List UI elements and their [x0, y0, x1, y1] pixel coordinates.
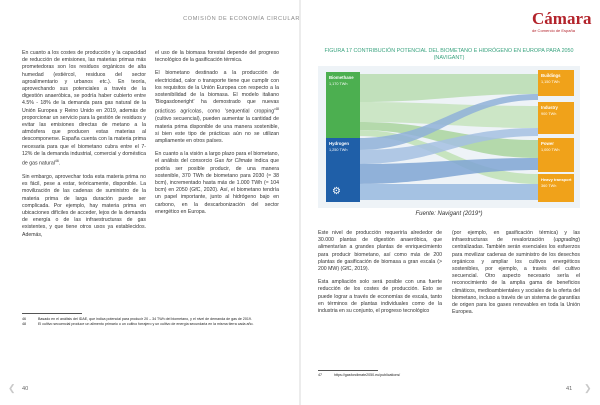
right-column-2 — [452, 230, 580, 322]
footnote-ref[interactable]: 48 — [275, 107, 279, 112]
page-number-right: 41 — [566, 386, 573, 392]
paragraph-text: En cuanto a los costes de producción y la capacidad de reducción de emisiones, las materias primas más prometedoras son los residuos orgánicos de alta humedad (estiércol, residuos del sector agroalimentario y urbanos etc.). En teoría, aprovechando sus potenciales a través de la digestión anaeróbica, se podría haber cubierto entre 4.5% - 18% de la demanda para gas natural de la Unión Europea y Reino Unido en 2019, además de proporcionar un servicio para la gestión de residuos y evitar las emisiones directas de metano a la atmósfera que producen estas materias al descomponerse. España cuenta con la materia prima necesaria para que el biometano cubra entre el 7-12% de la demanda industrial, comercial y doméstica de gas natural — [22, 50, 146, 167]
paragraph — [155, 151, 279, 216]
paragraph: En cuanto a los costes de producción y la capacidad de reducción de emisiones, las materias primas más prometedoras son los residuos orgánicos de alta humedad (estiércol, residuos del sector agroalimentario y urbanos etc.). En teoría, aprovechando sus potenciales a través de la digestión anaeróbica, se podría haber cubierto entre 4.5% - 18% de la demanda para gas natural de la Unión Europea y Reino Unido en 2019, además de proporcionar un servicio para la gestión de residuos y evitar las emisiones directas de metano a la atmósfera que producen estas materias al descomponerse. España cuenta con la materia prima necesaria para que el biometano cubra entre el 7-12% de la demanda industrial, comercial y doméstica de gas natural$^{46}$. — [22, 50, 146, 167]
node-label: Buildings — [541, 73, 561, 78]
node-label: Industry — [541, 105, 558, 110]
node-label: Heavy transport — [541, 177, 572, 182]
figure-caption: Fuente: Navigant (2019*) — [415, 211, 483, 217]
node-value: 1,000 TWh — [541, 148, 560, 152]
footnote-number: 46 — [22, 317, 26, 321]
sankey-figure — [318, 66, 580, 208]
footnote — [22, 322, 280, 327]
logo-word: Cámara — [532, 9, 592, 28]
emphasis: Gas for Climate — [214, 158, 253, 165]
node-label: Hydrogen — [329, 141, 350, 146]
node-value: 900 TWh — [541, 112, 557, 116]
paragraph-text: En cuanto a la visión a largo plazo para el biometano, el análisis del consorcio — [155, 151, 279, 165]
footnote-number: 47 — [318, 373, 322, 377]
footnote-divider — [22, 313, 82, 314]
footnote-number: 48 — [22, 322, 26, 326]
footnote-divider — [318, 370, 378, 371]
node-label: Power — [541, 141, 554, 146]
paragraph-text: ) centralizadas. También serán esenciales los esfuerzos para movilizar cadenas de suministro de los desechos orgánicos y ampliar los cultivos energéticos sostenibles, por ejemplo, a través del cultivo secuencial. Otro aspecto necesario sería el reconocimiento de la amplia gama de beneficios climáticos, medioambientales y sociales de la oferta del biometano, incluso a través de un sistema de garantías de origen para los gases renovables en toda la Unión Europea. — [452, 237, 580, 316]
node-value: 1,150 TWh — [541, 80, 560, 84]
left-column-1 — [22, 50, 146, 245]
paragraph: Este nivel de producción requeriría alrededor de 30.000 plantas de digestión anaeróbica, que alimentarían a grandes plantas de enriquecimiento para producir biometano, así como más de 200 plantas de gasificación de biomasa a gran escala (> 200 MW) (GfC, 2019). — [318, 230, 442, 273]
page-number-left: 40 — [22, 386, 29, 392]
left-column-2 — [155, 50, 279, 222]
prev-page-arrow-icon[interactable]: ❮ — [8, 383, 16, 393]
emphasis: upgrading — [555, 237, 579, 244]
paragraph-text: (por ejemplo, en gasificación térmica) y las infraestructuras de revalorización ( — [452, 230, 580, 244]
node-value: 1,170 TWh — [329, 82, 348, 86]
paragraph-text: El biometano destinado a la producción de electricidad, calor o transporte tiene que cumplir con los requisitos de la Unión Europea con respecto a la sostenibilidad de la biomasa. El modelo italiano 'Biogasdoneright' ha demostrado que nuevas prácticas agrícolas, como 'sequential cropping' — [155, 70, 279, 116]
right-footnotes — [318, 373, 580, 378]
footnote-ref[interactable]: 46 — [54, 159, 59, 164]
footnote-text: El cultivo secuencial produce un alimento primario o un cultivo forrajero y un cultivo de energía secundaria en la misma tierra cada año. — [38, 322, 254, 326]
footnote-link[interactable]: https://gasforclimate2050.eu/publications/ — [334, 373, 401, 377]
node-label: Biomethane — [329, 75, 354, 80]
footnote-text: Basado en el análisis del IDAE, que indica potencial para producir 20 – 34 TWh del biometano, y el nivel de demanda de gas de 2019. — [38, 317, 252, 321]
node-value: 360 TWh — [541, 184, 557, 188]
right-column-1 — [318, 230, 442, 321]
book-spine — [299, 0, 301, 405]
paragraph-text: (cultivo secuencial), pueden aumentar la cantidad de materia prima disponible de una manera sostenible, si bien este tipo de prácticas aún no se utilizan ampliamente en otros países. — [155, 116, 279, 144]
paragraph: Esta ampliación solo será posible con una fuerte reducción de los costes de producción. Esto se puede lograr a través de economías de escala, tanto en términos de plantas individuales como de la industria en su conjunto, el progreso tecnológico — [318, 279, 442, 315]
footnote — [318, 373, 580, 378]
next-page-arrow-icon[interactable]: ❯ — [584, 383, 592, 393]
camara-logo — [532, 10, 591, 33]
paragraph — [155, 70, 279, 145]
paragraph: el uso de la biomasa forestal depende del progreso tecnológico de la gasificación térmica. — [155, 50, 279, 64]
flow-hydrogen-transport — [358, 184, 538, 200]
node-value: 1,250 TWh — [329, 148, 348, 152]
section-header-title: COMISIÓN DE ECONOMÍA CIRCULAR — [183, 16, 300, 22]
left-footnotes — [22, 317, 280, 327]
paragraph-text: indica que podría ser posible producir, de una manera sostenible, 370 TWh de biometano para 2030 (≈ 38 bcm), incrementado hasta más de 1.000 TWh (≈ 104 bcm) en 2050 (GfC, 2020). Así, el biometano tendría un papel importante, junto al hidrógeno bajo en carbono, en la descarbonización del sector energético en Europa. — [155, 158, 279, 215]
paragraph: Sin embargo, aprovechar toda esta materia prima no es fácil, pese a estar, teóricamente, disponible. La movilización de las cadenas de suministro de la materia prima de larga duración puede ser complicada. Por ejemplo, hay materia prima en ubicaciones difíciles de acceder, lejos de la demanda de energía o de las infraestructuras de gas existentes, y que tiene otros usos ya establecidos. Además, — [22, 173, 146, 238]
paragraph — [452, 230, 580, 316]
logo-subtitle: de Comercio de España — [532, 28, 575, 33]
factory-icon: ⚙ — [332, 186, 341, 197]
figure-title: FIGURA 17 CONTRIBUCIÓN POTENCIAL DEL BIOMETANO E HIDRÓGENO EN EUROPA PARA 2050 (NAVIGANT) — [324, 48, 574, 61]
